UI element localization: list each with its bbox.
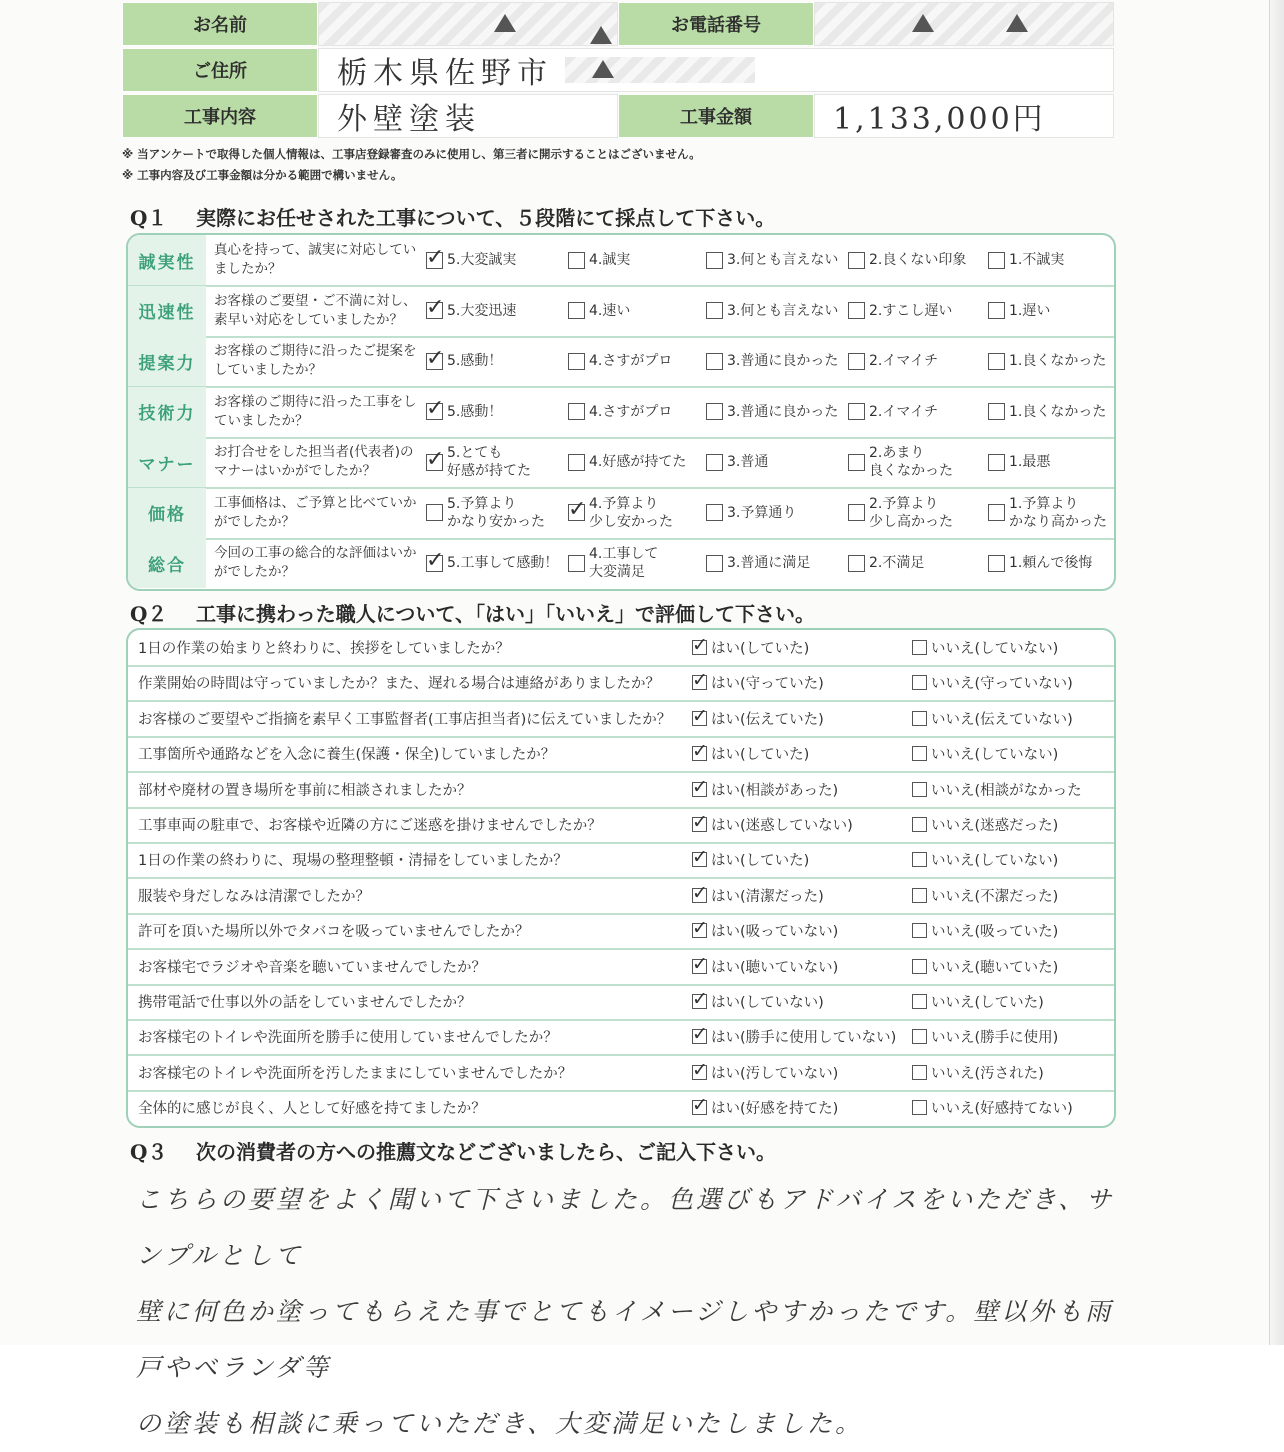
recommendation-line: 壁に何色か塗ってもらえた事でとてもイメージしやすかったです。壁以外も雨戸やベランダ等 bbox=[136, 1297, 1114, 1382]
q1-option-label: 2.イマイチ bbox=[869, 353, 939, 369]
q2-yes-option[interactable] bbox=[692, 913, 838, 948]
checkbox[interactable] bbox=[912, 711, 927, 726]
q1-option-label: 3.予算通り bbox=[727, 504, 797, 521]
note-line: ※ 工事内容及び工事金額は分かる範囲で構いません。 bbox=[122, 168, 403, 182]
checked-checkbox[interactable] bbox=[692, 1029, 707, 1044]
q1-option-label: 3.普通に良かった bbox=[727, 353, 839, 369]
checked-checkbox[interactable] bbox=[692, 711, 707, 726]
q1-option[interactable] bbox=[426, 538, 558, 588]
q2-question: 携帯電話で仕事以外の話をしていませんでしたか？ bbox=[138, 995, 472, 1011]
q2-no-option[interactable] bbox=[912, 913, 1058, 948]
checkbox[interactable] bbox=[568, 302, 585, 319]
checkbox[interactable] bbox=[706, 353, 723, 370]
q1-number: Q１ bbox=[130, 206, 168, 230]
q2-no-label: いいえ(汚された) bbox=[931, 1065, 1044, 1082]
q2-yes-label: はい(勝手に使用していない) bbox=[711, 1030, 897, 1047]
checkbox[interactable] bbox=[988, 454, 1005, 471]
work-handwriting: 外壁塗装 bbox=[337, 102, 481, 137]
recommendation-line: の塗装も相談に乗っていただき、大変満足いたしました。 bbox=[136, 1409, 864, 1438]
q2-yes-option[interactable] bbox=[692, 807, 853, 842]
phone-label: お電話番号 bbox=[618, 2, 814, 46]
q2-row bbox=[128, 772, 1114, 809]
redaction-mark bbox=[592, 60, 614, 78]
q2-question: 全体的に感じが良く、人として好感を持てましたか？ bbox=[138, 1101, 486, 1118]
q1-category: マナー bbox=[128, 437, 206, 487]
checkbox[interactable] bbox=[912, 640, 927, 655]
q1-option[interactable] bbox=[848, 336, 938, 386]
q1-option[interactable] bbox=[706, 488, 796, 538]
checkbox[interactable] bbox=[912, 923, 927, 938]
q1-option[interactable] bbox=[988, 235, 1064, 285]
checkbox[interactable] bbox=[706, 504, 723, 521]
checked-checkbox[interactable] bbox=[426, 555, 443, 572]
q2-row bbox=[128, 1019, 1114, 1056]
q2-no-label: いいえ(していた) bbox=[931, 995, 1044, 1011]
q2-no-option[interactable] bbox=[912, 984, 1044, 1019]
q2-no-option[interactable] bbox=[912, 1090, 1073, 1125]
q2-row bbox=[128, 630, 1114, 667]
q2-no-label: いいえ(不潔だった) bbox=[931, 888, 1059, 905]
q2-no-option[interactable] bbox=[912, 878, 1058, 913]
q1-option-label: 5.感動！ bbox=[447, 353, 503, 369]
q1-option-label: 4.さすがプロ bbox=[589, 353, 673, 369]
q1-option[interactable] bbox=[706, 387, 838, 437]
q2-no-label: いいえ(伝えていない) bbox=[931, 711, 1073, 728]
q1-option[interactable] bbox=[568, 538, 658, 588]
q1-category: 技術力 bbox=[128, 387, 206, 437]
q2-no-option[interactable] bbox=[912, 665, 1073, 700]
q2-yes-option[interactable] bbox=[692, 772, 838, 807]
checkbox[interactable] bbox=[568, 252, 585, 269]
q2-yes-label: はい(していた) bbox=[711, 853, 810, 870]
q1-option[interactable] bbox=[706, 235, 838, 285]
q2-yes-option[interactable] bbox=[692, 736, 809, 771]
q1-option-label: 1.予算より かなり高かった bbox=[1009, 495, 1107, 530]
q1-option-label: 1.良くなかった bbox=[1009, 353, 1107, 369]
q1-question: 今回の工事の総合的な評価はいかがでしたか？ bbox=[214, 545, 417, 580]
q1-option-label: 3.何とも言えない bbox=[727, 302, 839, 319]
q2-question: お客様宅でラジオや音楽を聴いていませんでしたか？ bbox=[138, 959, 486, 976]
checkbox[interactable] bbox=[848, 504, 865, 521]
work-value bbox=[318, 94, 618, 138]
q2-yes-label: はい(していた) bbox=[711, 747, 810, 764]
q2-yes-label: はい(相談があった) bbox=[711, 782, 839, 799]
q2-no-label: いいえ(迷惑だった) bbox=[931, 818, 1059, 834]
checked-checkbox[interactable] bbox=[692, 994, 707, 1009]
address-value bbox=[318, 48, 1114, 92]
q2-yes-option[interactable] bbox=[692, 1019, 896, 1054]
recommendation-handwriting bbox=[136, 1172, 1116, 1452]
q2-question: 作業開始の時間は守っていましたか？また、遅れる場合は連絡がありましたか？ bbox=[138, 676, 660, 693]
q2-yes-option[interactable] bbox=[692, 665, 824, 700]
q1-option[interactable] bbox=[426, 286, 516, 336]
q1-option-label: 5.大変迅速 bbox=[447, 302, 517, 319]
q1-option-label: 2.良くない印象 bbox=[869, 252, 967, 268]
checked-checkbox[interactable] bbox=[692, 923, 707, 938]
q1-question: お打合せをした担当者(代表者)のマナーはいかがでしたか？ bbox=[214, 444, 414, 479]
q1-option-label: 2.不満足 bbox=[869, 555, 925, 571]
address-label: ご住所 bbox=[122, 48, 318, 92]
checkbox[interactable] bbox=[706, 302, 723, 319]
checkbox[interactable] bbox=[568, 353, 585, 370]
checked-checkbox[interactable] bbox=[692, 1065, 707, 1080]
checkbox[interactable] bbox=[848, 302, 865, 319]
q2-yes-label: はい(していた) bbox=[711, 641, 810, 657]
name-label: お名前 bbox=[122, 2, 318, 46]
q2-row bbox=[128, 807, 1114, 844]
q1-option[interactable] bbox=[848, 488, 953, 538]
q2-no-label: いいえ(聴いていた) bbox=[931, 959, 1059, 976]
q1-row bbox=[128, 538, 1114, 588]
checkbox[interactable] bbox=[426, 504, 443, 521]
q2-yes-label: はい(守っていた) bbox=[711, 676, 824, 693]
customer-info-table bbox=[122, 0, 1116, 140]
q1-option-label: 3.普通 bbox=[727, 454, 769, 470]
checkbox[interactable] bbox=[568, 555, 585, 572]
q2-yes-label: はい(清潔だった) bbox=[711, 888, 824, 905]
q2-row bbox=[128, 701, 1114, 738]
q1-option[interactable] bbox=[426, 387, 502, 437]
q1-option-label: 4.誠実 bbox=[589, 252, 631, 268]
q2-heading bbox=[130, 598, 815, 627]
q1-option-label: 5.工事して感動！ bbox=[447, 555, 559, 571]
q1-option-label: 5.とても 好感が持てた bbox=[447, 445, 531, 479]
q2-no-label: いいえ(していない) bbox=[931, 853, 1059, 870]
checkbox[interactable] bbox=[912, 1065, 927, 1080]
q2-no-option[interactable] bbox=[912, 736, 1058, 771]
privacy-notes bbox=[122, 144, 701, 186]
checked-checkbox[interactable] bbox=[692, 675, 707, 690]
checkbox[interactable] bbox=[912, 959, 927, 974]
q1-row bbox=[128, 437, 1114, 489]
q2-yes-label: はい(聴いていない) bbox=[711, 959, 839, 976]
q2-question: お客様宅のトイレや洗面所を汚したままにしていませんでしたか？ bbox=[138, 1065, 573, 1082]
q2-no-option[interactable] bbox=[912, 772, 1082, 807]
checked-checkbox[interactable] bbox=[426, 302, 443, 319]
q2-row bbox=[128, 949, 1114, 986]
checked-checkbox[interactable] bbox=[426, 403, 443, 420]
q1-heading bbox=[130, 202, 775, 231]
checkbox[interactable] bbox=[912, 675, 927, 690]
q2-number: Q２ bbox=[130, 602, 168, 626]
q1-option-label: 1.不誠実 bbox=[1009, 252, 1065, 268]
q2-question: 部材や廃材の置き場所を事前に相談されましたか？ bbox=[138, 782, 472, 799]
checkbox[interactable] bbox=[848, 555, 865, 572]
q1-row bbox=[128, 235, 1114, 287]
q1-title: 実際にお任せされた工事について、５段階にて採点して下さい。 bbox=[196, 206, 776, 230]
q1-option-label: 1.頼んで後悔 bbox=[1009, 555, 1093, 571]
q2-no-option[interactable] bbox=[912, 630, 1058, 665]
redaction-mark bbox=[912, 14, 934, 32]
q2-no-label: いいえ(していない) bbox=[931, 641, 1059, 657]
q2-yes-option[interactable] bbox=[692, 842, 809, 877]
q2-no-option[interactable] bbox=[912, 1019, 1058, 1054]
q1-category: 価格 bbox=[128, 488, 206, 538]
name-value-redacted bbox=[318, 2, 618, 46]
q2-no-option[interactable] bbox=[912, 842, 1058, 877]
checkbox[interactable] bbox=[568, 454, 585, 471]
q1-option-label: 4.速い bbox=[589, 302, 631, 319]
checkbox[interactable] bbox=[912, 888, 927, 903]
q1-option-label: 1.遅い bbox=[1009, 302, 1051, 319]
q1-option-label: 3.何とも言えない bbox=[727, 252, 839, 268]
q2-no-label: いいえ(相談がなかった bbox=[931, 782, 1082, 799]
q1-category: 誠実性 bbox=[128, 235, 206, 285]
checkbox[interactable] bbox=[912, 1029, 927, 1044]
q1-option-label: 5.感動！ bbox=[447, 403, 503, 420]
q2-yes-no-table bbox=[126, 628, 1116, 1128]
q1-option[interactable] bbox=[848, 437, 953, 487]
q2-question: 工事箇所や通路などを入念に養生(保護・保全)していましたか？ bbox=[138, 747, 556, 764]
q1-question: お客様のご期待に沿った工事をしていましたか？ bbox=[214, 393, 417, 429]
q1-option[interactable] bbox=[426, 488, 545, 538]
q2-yes-option[interactable] bbox=[692, 1090, 838, 1125]
checkbox[interactable] bbox=[912, 994, 927, 1009]
q2-no-label: いいえ(していない) bbox=[931, 747, 1059, 764]
q1-option-label: 4.さすがプロ bbox=[589, 403, 673, 420]
checkbox[interactable] bbox=[912, 1100, 927, 1115]
q2-row bbox=[128, 878, 1114, 915]
q1-option-label: 2.予算より 少し高かった bbox=[869, 495, 953, 530]
q1-question: お客様のご期待に沿ったご提案をしていましたか？ bbox=[214, 343, 417, 378]
redaction-mark bbox=[1006, 14, 1028, 32]
q2-row bbox=[128, 1090, 1114, 1125]
q2-no-option[interactable] bbox=[912, 1055, 1044, 1090]
q2-no-option[interactable] bbox=[912, 949, 1058, 984]
checked-checkbox[interactable] bbox=[692, 959, 707, 974]
checkbox[interactable] bbox=[912, 817, 927, 832]
checked-checkbox[interactable] bbox=[692, 817, 707, 832]
redaction-mark bbox=[590, 26, 612, 44]
phone-value-redacted bbox=[814, 2, 1114, 46]
q1-option-label: 3.普通に満足 bbox=[727, 555, 811, 571]
q3-heading bbox=[130, 1136, 776, 1165]
amount-handwriting: 1,133,000円 bbox=[833, 102, 1046, 137]
q1-option[interactable] bbox=[988, 336, 1106, 386]
q1-option-label: 2.すこし遅い bbox=[869, 302, 953, 319]
q1-option[interactable] bbox=[568, 488, 673, 538]
q1-option[interactable] bbox=[426, 235, 516, 285]
q1-option[interactable] bbox=[706, 336, 838, 386]
checked-checkbox[interactable] bbox=[692, 888, 707, 903]
q1-option[interactable] bbox=[568, 437, 686, 487]
q2-question: 1日の作業の始まりと終わりに、挨拶をしていましたか？ bbox=[138, 641, 510, 657]
q1-option[interactable] bbox=[988, 488, 1107, 538]
q2-yes-label: はい(していない) bbox=[711, 995, 824, 1011]
checkbox[interactable] bbox=[988, 555, 1005, 572]
q1-option[interactable] bbox=[848, 387, 938, 437]
checked-checkbox[interactable] bbox=[692, 746, 707, 761]
q3-title: 次の消費者の方への推薦文などございましたら、ご記入下さい。 bbox=[196, 1140, 776, 1164]
checked-checkbox[interactable] bbox=[426, 353, 443, 370]
q1-option[interactable] bbox=[988, 286, 1050, 336]
q1-rating-table bbox=[126, 233, 1116, 591]
q2-row bbox=[128, 736, 1114, 773]
q1-question: 工事価格は、ご予算と比べていかがでしたか？ bbox=[214, 494, 417, 530]
q1-option-label: 4.工事して 大変満足 bbox=[589, 546, 659, 580]
scan-edge bbox=[1269, 0, 1284, 1345]
q1-option-label: 5.予算より かなり安かった bbox=[447, 495, 545, 530]
q2-yes-option[interactable] bbox=[692, 1055, 838, 1090]
amount-value bbox=[814, 94, 1114, 138]
checkbox[interactable] bbox=[706, 252, 723, 269]
q2-no-label: いいえ(好感持てない) bbox=[931, 1101, 1073, 1118]
q1-option-label: 1.最悪 bbox=[1009, 454, 1051, 470]
amount-label: 工事金額 bbox=[618, 94, 814, 138]
q1-option[interactable] bbox=[848, 286, 952, 336]
q1-option-label: 4.予算より 少し安かった bbox=[589, 495, 673, 530]
q1-row bbox=[128, 336, 1114, 388]
checkbox[interactable] bbox=[848, 403, 865, 420]
q1-option[interactable] bbox=[988, 538, 1092, 588]
q2-row bbox=[128, 665, 1114, 702]
q1-option[interactable] bbox=[706, 437, 768, 487]
checkbox[interactable] bbox=[848, 252, 865, 269]
checked-checkbox[interactable] bbox=[692, 782, 707, 797]
note-line: ※ 当アンケートで取得した個人情報は、工事店登録審査のみに使用し、第三者に開示することはございません。 bbox=[122, 147, 701, 161]
q1-option[interactable] bbox=[568, 286, 630, 336]
q1-row bbox=[128, 387, 1114, 439]
q1-category: 総合 bbox=[128, 538, 206, 588]
q2-yes-label: はい(好感を持てた) bbox=[711, 1101, 839, 1118]
address-handwriting: 栃木県佐野市 bbox=[337, 56, 553, 91]
q1-option[interactable] bbox=[568, 387, 672, 437]
q1-option-label: 2.イマイチ bbox=[869, 403, 939, 420]
checkbox[interactable] bbox=[912, 782, 927, 797]
checkbox[interactable] bbox=[988, 302, 1005, 319]
q2-yes-label: はい(汚していない) bbox=[711, 1065, 839, 1082]
checked-checkbox[interactable] bbox=[692, 1100, 707, 1115]
q2-question: 服装や身だしなみは清潔でしたか？ bbox=[138, 888, 370, 905]
q1-question: 真心を持って、誠実に対応していましたか？ bbox=[214, 242, 417, 277]
checkbox[interactable] bbox=[988, 252, 1005, 269]
q2-question: 1日の作業の終わりに、現場の整理整頓・清掃をしていましたか？ bbox=[138, 853, 568, 870]
q2-yes-label: はい(迷惑していない) bbox=[711, 818, 853, 834]
q2-row bbox=[128, 913, 1114, 950]
q1-option[interactable] bbox=[706, 286, 838, 336]
checkbox[interactable] bbox=[706, 454, 723, 471]
q1-option[interactable] bbox=[848, 538, 924, 588]
q2-yes-option[interactable] bbox=[692, 878, 824, 913]
q1-category: 迅速性 bbox=[128, 286, 206, 336]
checkbox[interactable] bbox=[706, 403, 723, 420]
q2-yes-label: はい(吸っていない) bbox=[711, 924, 839, 941]
checkbox[interactable] bbox=[568, 403, 585, 420]
checkbox[interactable] bbox=[988, 504, 1005, 521]
checkbox[interactable] bbox=[912, 852, 927, 867]
q2-row bbox=[128, 984, 1114, 1021]
checkbox[interactable] bbox=[706, 555, 723, 572]
q1-row bbox=[128, 488, 1114, 540]
q2-no-option[interactable] bbox=[912, 807, 1058, 842]
checked-checkbox[interactable] bbox=[692, 640, 707, 655]
q2-row bbox=[128, 1055, 1114, 1092]
q2-yes-option[interactable] bbox=[692, 630, 809, 665]
q1-row bbox=[128, 286, 1114, 338]
checkbox[interactable] bbox=[912, 746, 927, 761]
q2-no-label: いいえ(勝手に使用) bbox=[931, 1030, 1059, 1047]
recommendation-line: こちらの要望をよく聞いて下さいました。色選びもアドバイスをいただき、サンプルとして bbox=[136, 1185, 1115, 1270]
q2-yes-option[interactable] bbox=[692, 949, 838, 984]
q1-option-label: 3.普通に良かった bbox=[727, 403, 839, 420]
q1-option[interactable] bbox=[426, 336, 502, 386]
q1-option[interactable] bbox=[988, 387, 1106, 437]
q1-option[interactable] bbox=[706, 538, 810, 588]
checked-checkbox[interactable] bbox=[692, 852, 707, 867]
q2-question: 工事車両の駐車で、お客様や近隣の方にご迷惑を掛けませんでしたか？ bbox=[138, 818, 602, 834]
checkbox[interactable] bbox=[848, 454, 865, 471]
redaction-mark bbox=[494, 14, 516, 32]
q2-row bbox=[128, 842, 1114, 879]
q1-option-label: 1.良くなかった bbox=[1009, 403, 1107, 420]
checked-checkbox[interactable] bbox=[568, 504, 585, 521]
checkbox[interactable] bbox=[988, 353, 1005, 370]
q1-option-label: 5.大変誠実 bbox=[447, 252, 517, 268]
q1-question: お客様のご要望・ご不満に対し、素早い対応をしていましたか？ bbox=[214, 292, 417, 328]
checkbox[interactable] bbox=[988, 403, 1005, 420]
checked-checkbox[interactable] bbox=[426, 454, 443, 471]
work-label: 工事内容 bbox=[122, 94, 318, 138]
q1-category: 提案力 bbox=[128, 336, 206, 386]
q2-question: 許可を頂いた場所以外でタバコを吸っていませんでしたか？ bbox=[138, 924, 530, 941]
q1-option[interactable] bbox=[848, 235, 966, 285]
q2-no-label: いいえ(守っていない) bbox=[931, 676, 1073, 693]
q1-option[interactable] bbox=[426, 437, 531, 487]
q2-yes-option[interactable] bbox=[692, 701, 824, 736]
q1-option-label: 4.好感が持てた bbox=[589, 454, 687, 470]
checkbox[interactable] bbox=[848, 353, 865, 370]
q1-option[interactable] bbox=[568, 235, 630, 285]
q2-question: お客様のご要望やご指摘を素早く工事監督者(工事店担当者)に伝えていましたか？ bbox=[138, 711, 672, 728]
q2-yes-option[interactable] bbox=[692, 984, 824, 1019]
q2-no-label: いいえ(吸っていた) bbox=[931, 924, 1059, 941]
q1-option[interactable] bbox=[988, 437, 1050, 487]
checked-checkbox[interactable] bbox=[426, 252, 443, 269]
q3-number: Q３ bbox=[130, 1140, 168, 1164]
q2-title: 工事に携わった職人について、「はい」「いいえ」で評価して下さい。 bbox=[196, 602, 815, 626]
q2-yes-label: はい(伝えていた) bbox=[711, 711, 824, 728]
q2-question: お客様宅のトイレや洗面所を勝手に使用していませんでしたか？ bbox=[138, 1030, 558, 1047]
q1-option[interactable] bbox=[568, 336, 672, 386]
q1-option-label: 2.あまり 良くなかった bbox=[869, 445, 953, 479]
q2-no-option[interactable] bbox=[912, 701, 1073, 736]
